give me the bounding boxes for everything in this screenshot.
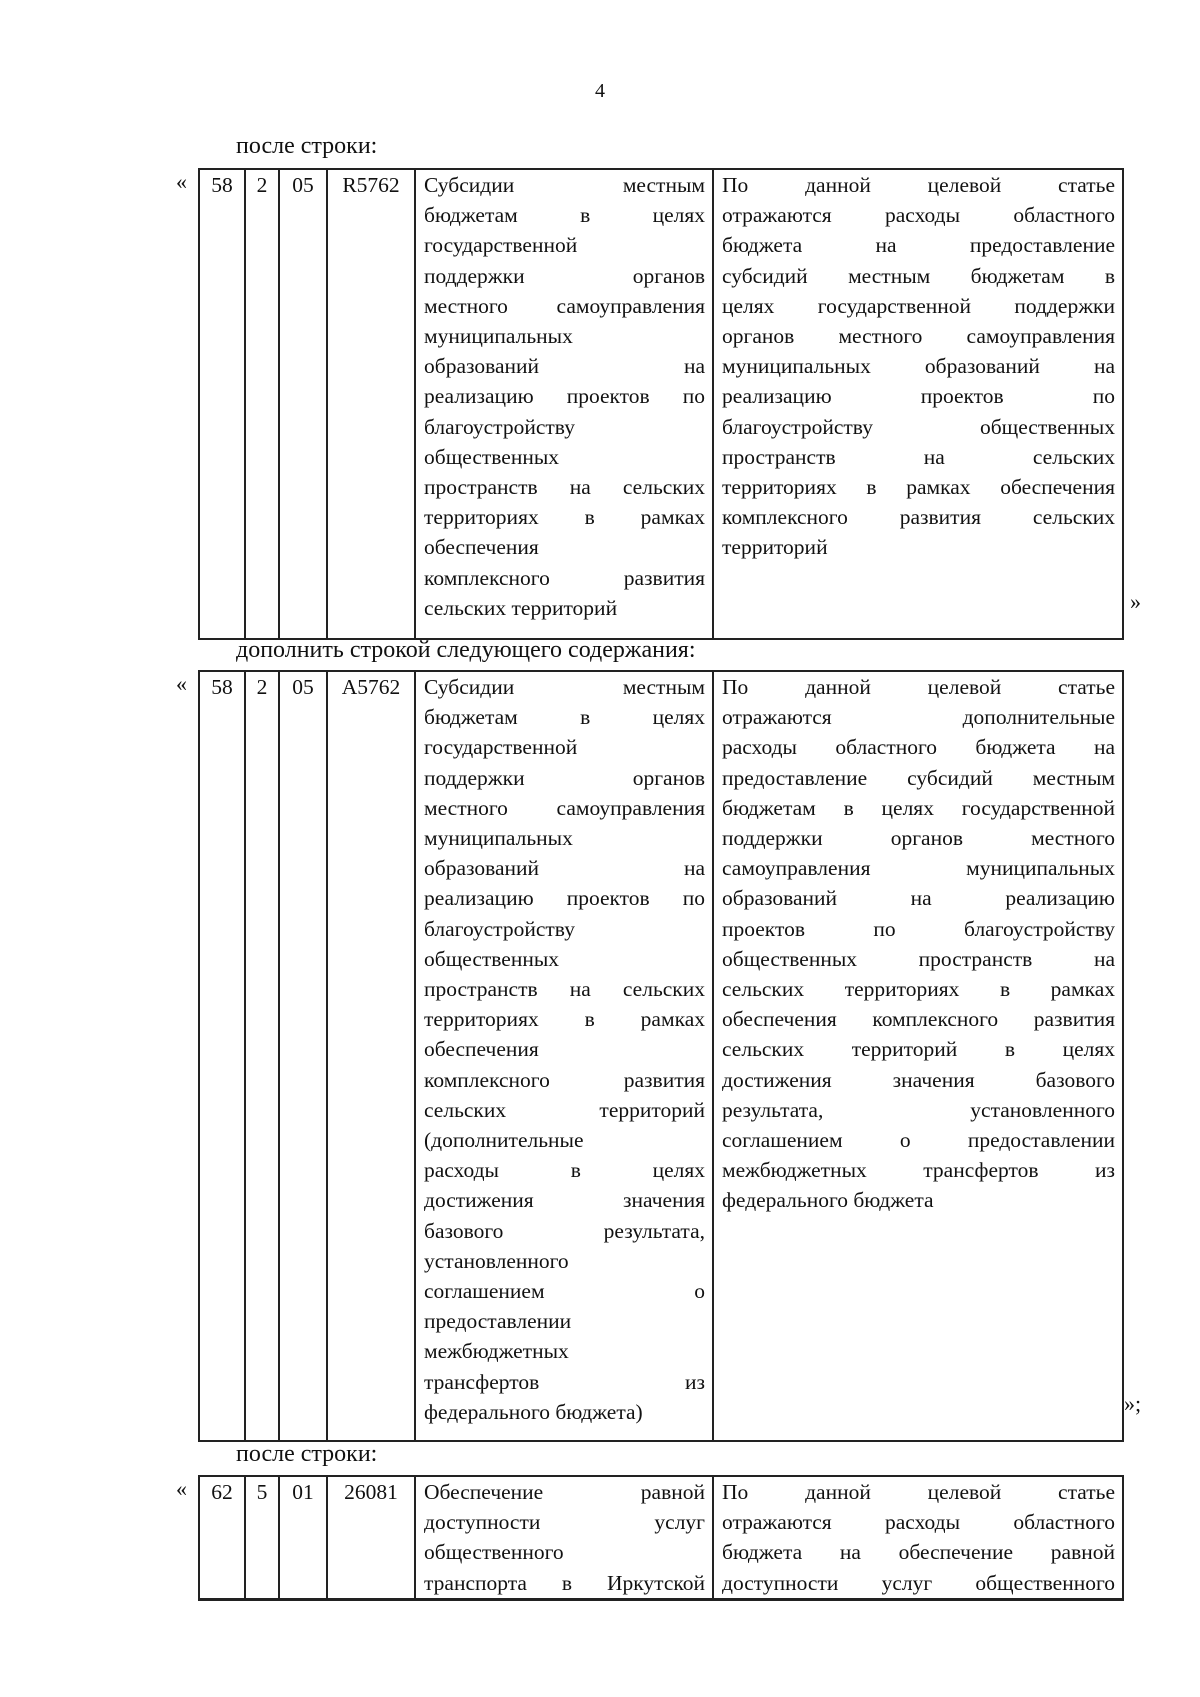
desc-line: предоставление субсидий местным [722,765,1115,790]
code-event: 05 [279,169,327,639]
desc-line: сельских территориях в рамках [722,977,1115,1002]
name-line: благоустройству [424,414,575,439]
name-line: территориях в рамках [424,505,705,530]
desc-line: поддержки органов местного [722,826,1115,851]
name-line: образований на [424,856,705,881]
name-line: трансфертов из [424,1369,705,1394]
desc-line: благоустройству общественных [722,414,1115,439]
article-name-cell [415,1476,713,1599]
desc-line: соглашением о предоставлении [722,1128,1115,1153]
desc-line: обеспечения комплексного развития [722,1007,1115,1032]
name-line: обеспечения [424,535,539,560]
desc-line: бюджета на обеспечение равной [722,1540,1115,1565]
name-line: Обеспечение равной [424,1480,705,1504]
name-line: благоустройству [424,916,575,941]
name-line: общественных [424,946,560,971]
desc-line: муниципальных образований на [722,354,1115,379]
page-number: 4 [595,80,605,102]
code-subprogram: 2 [245,169,279,639]
section-heading-after-row: после строки: [236,1441,378,1467]
code-program: 62 [199,1476,245,1599]
code-direction: R5762 [327,169,415,639]
desc-line: самоуправления муниципальных [722,856,1115,881]
code-subprogram: 2 [245,671,279,1441]
name-line: транспорта в Иркутской [424,1570,705,1595]
table-row [199,169,1123,639]
desc-line: территорий [722,535,828,560]
name-line: местного самоуправления [424,293,705,318]
name-line: реализацию проектов по [424,886,705,911]
name-line: федерального бюджета) [424,1399,643,1424]
desc-line: пространств на сельских [722,444,1115,469]
code-event: 05 [279,671,327,1441]
desc-line: отражаются дополнительные [722,705,1115,730]
desc-line: комплексного развития сельских [722,505,1115,530]
name-line: установленного [424,1248,569,1273]
name-line: пространств на сельских [424,977,705,1002]
name-line: комплексного развития [424,1067,705,1092]
section-heading-add-row: дополнить строкой следующего содержания: [236,637,696,663]
section-heading-after-row: после строки: [236,133,378,159]
desc-line: территориях в рамках обеспечения [722,475,1115,500]
desc-line: бюджетам в целях государственной [722,795,1115,820]
name-line: достижения значения [424,1188,705,1213]
desc-line: органов местного самоуправления [722,324,1115,349]
desc-line: общественных пространств на [722,946,1115,971]
code-program: 58 [199,671,245,1441]
name-line: комплексного развития [424,565,705,590]
code-direction: А5762 [327,671,415,1441]
desc-line: целях государственной поддержки [722,293,1115,318]
name-line: бюджетам в целях [424,705,705,730]
desc-line: достижения значения базового [722,1067,1115,1092]
article-description-cell [713,1476,1123,1599]
name-line: расходы в целях [424,1158,705,1183]
name-line: реализацию проектов по [424,384,705,409]
name-line: образований на [424,354,705,379]
name-line: общественного [424,1540,564,1565]
table-row [199,1476,1123,1599]
desc-line: бюджета на предоставление [722,233,1115,258]
desc-line: сельских территорий в целях [722,1037,1115,1062]
desc-line: По данной целевой статье [722,675,1115,699]
name-line: обеспечения [424,1037,539,1062]
name-line: соглашением о [424,1279,705,1304]
name-line: местного самоуправления [424,795,705,820]
article-description-cell [713,671,1123,1441]
code-direction: 26081 [327,1476,415,1599]
record-table-2 [198,670,1124,1442]
name-line: муниципальных [424,324,573,349]
desc-line: субсидий местным бюджетам в [722,263,1115,288]
desc-line: По данной целевой статье [722,1480,1115,1504]
open-quote: « [176,1476,187,1501]
name-line: межбюджетных [424,1339,569,1364]
close-quote: » [1130,589,1141,614]
name-line: сельских территорий [424,1097,705,1122]
table-row [199,671,1123,1441]
name-line: Субсидии местным [424,675,705,699]
name-line: предоставлении [424,1309,572,1334]
name-line: (дополнительные [424,1128,584,1153]
article-description-cell [713,169,1123,639]
open-quote: « [176,671,187,696]
name-line: поддержки органов [424,263,705,288]
desc-line: отражаются расходы областного [722,1510,1115,1535]
name-line: Субсидии местным [424,173,705,197]
name-line: территориях в рамках [424,1007,705,1032]
name-line: пространств на сельских [424,475,705,500]
name-line: базового результата, [424,1218,705,1243]
desc-line: реализацию проектов по [722,384,1115,409]
record-table-1 [198,168,1124,640]
name-line: муниципальных [424,826,573,851]
name-line: государственной [424,233,578,258]
desc-line: проектов по благоустройству [722,916,1115,941]
name-line: сельских территорий [424,595,618,620]
name-line: доступности услуг [424,1510,705,1535]
name-line: общественных [424,444,560,469]
code-program: 58 [199,169,245,639]
desc-line: расходы областного бюджета на [722,735,1115,760]
desc-line: образований на реализацию [722,886,1115,911]
name-line: бюджетам в целях [424,203,705,228]
close-quote: »; [1124,1391,1142,1416]
record-table-3 [198,1475,1124,1600]
desc-line: По данной целевой статье [722,173,1115,197]
article-name-cell [415,169,713,639]
code-subprogram: 5 [245,1476,279,1599]
record-table-3-clip [198,1475,1124,1601]
name-line: поддержки органов [424,765,705,790]
code-event: 01 [279,1476,327,1599]
article-name-cell [415,671,713,1441]
name-line: государственной [424,735,578,760]
desc-line: федерального бюджета [722,1188,934,1213]
desc-line: отражаются расходы областного [722,203,1115,228]
desc-line: межбюджетных трансфертов из [722,1158,1115,1183]
open-quote: « [176,169,187,194]
desc-line: результата, установленного [722,1097,1115,1122]
desc-line: доступности услуг общественного [722,1570,1115,1595]
